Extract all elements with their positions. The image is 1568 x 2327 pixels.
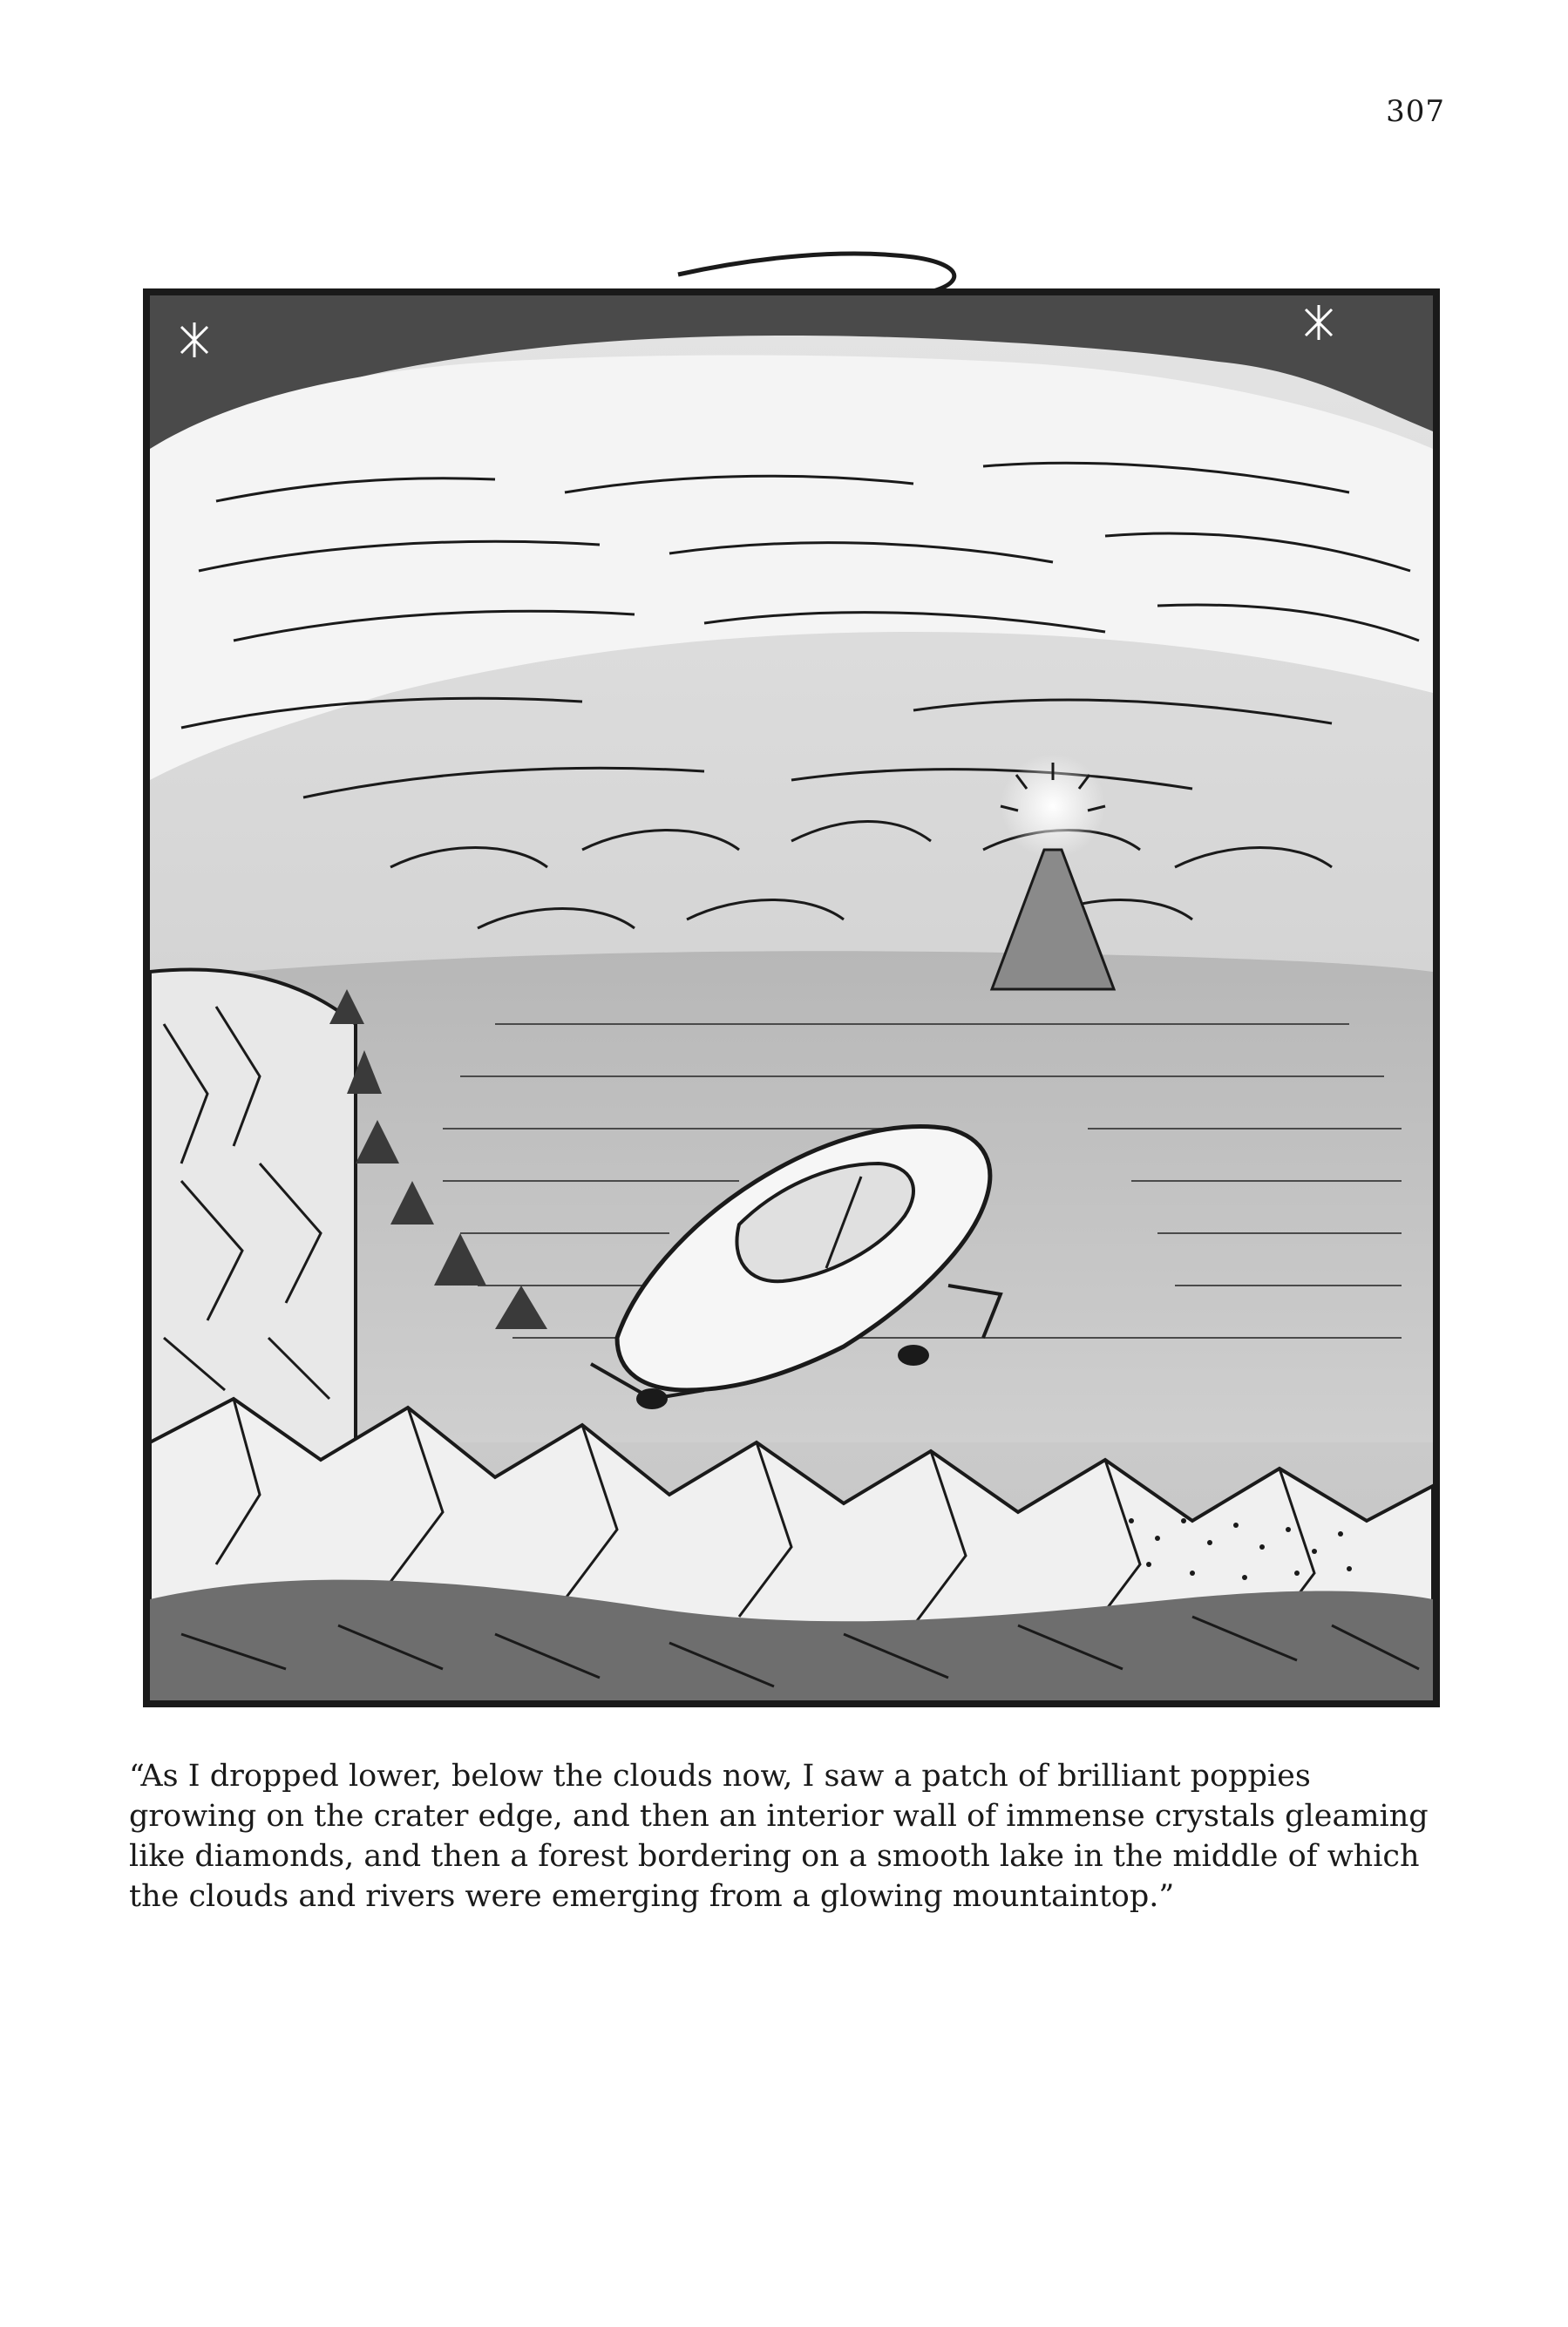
caption-text: “As I dropped lower, below the clouds now, I saw a patch of brilliant poppies growing on the crater edge, and then an interior wall of immense crystals gleaming like diamonds, and then a forest bordering on a smooth lake in the middle of which the clouds and rivers were emerging from a glowing mountaintop.” <box>129 1759 1429 1914</box>
illustration-drawing <box>129 240 1454 1721</box>
page-number: 307 <box>1386 94 1445 129</box>
illustration-flying-car-icon <box>129 240 1454 1721</box>
